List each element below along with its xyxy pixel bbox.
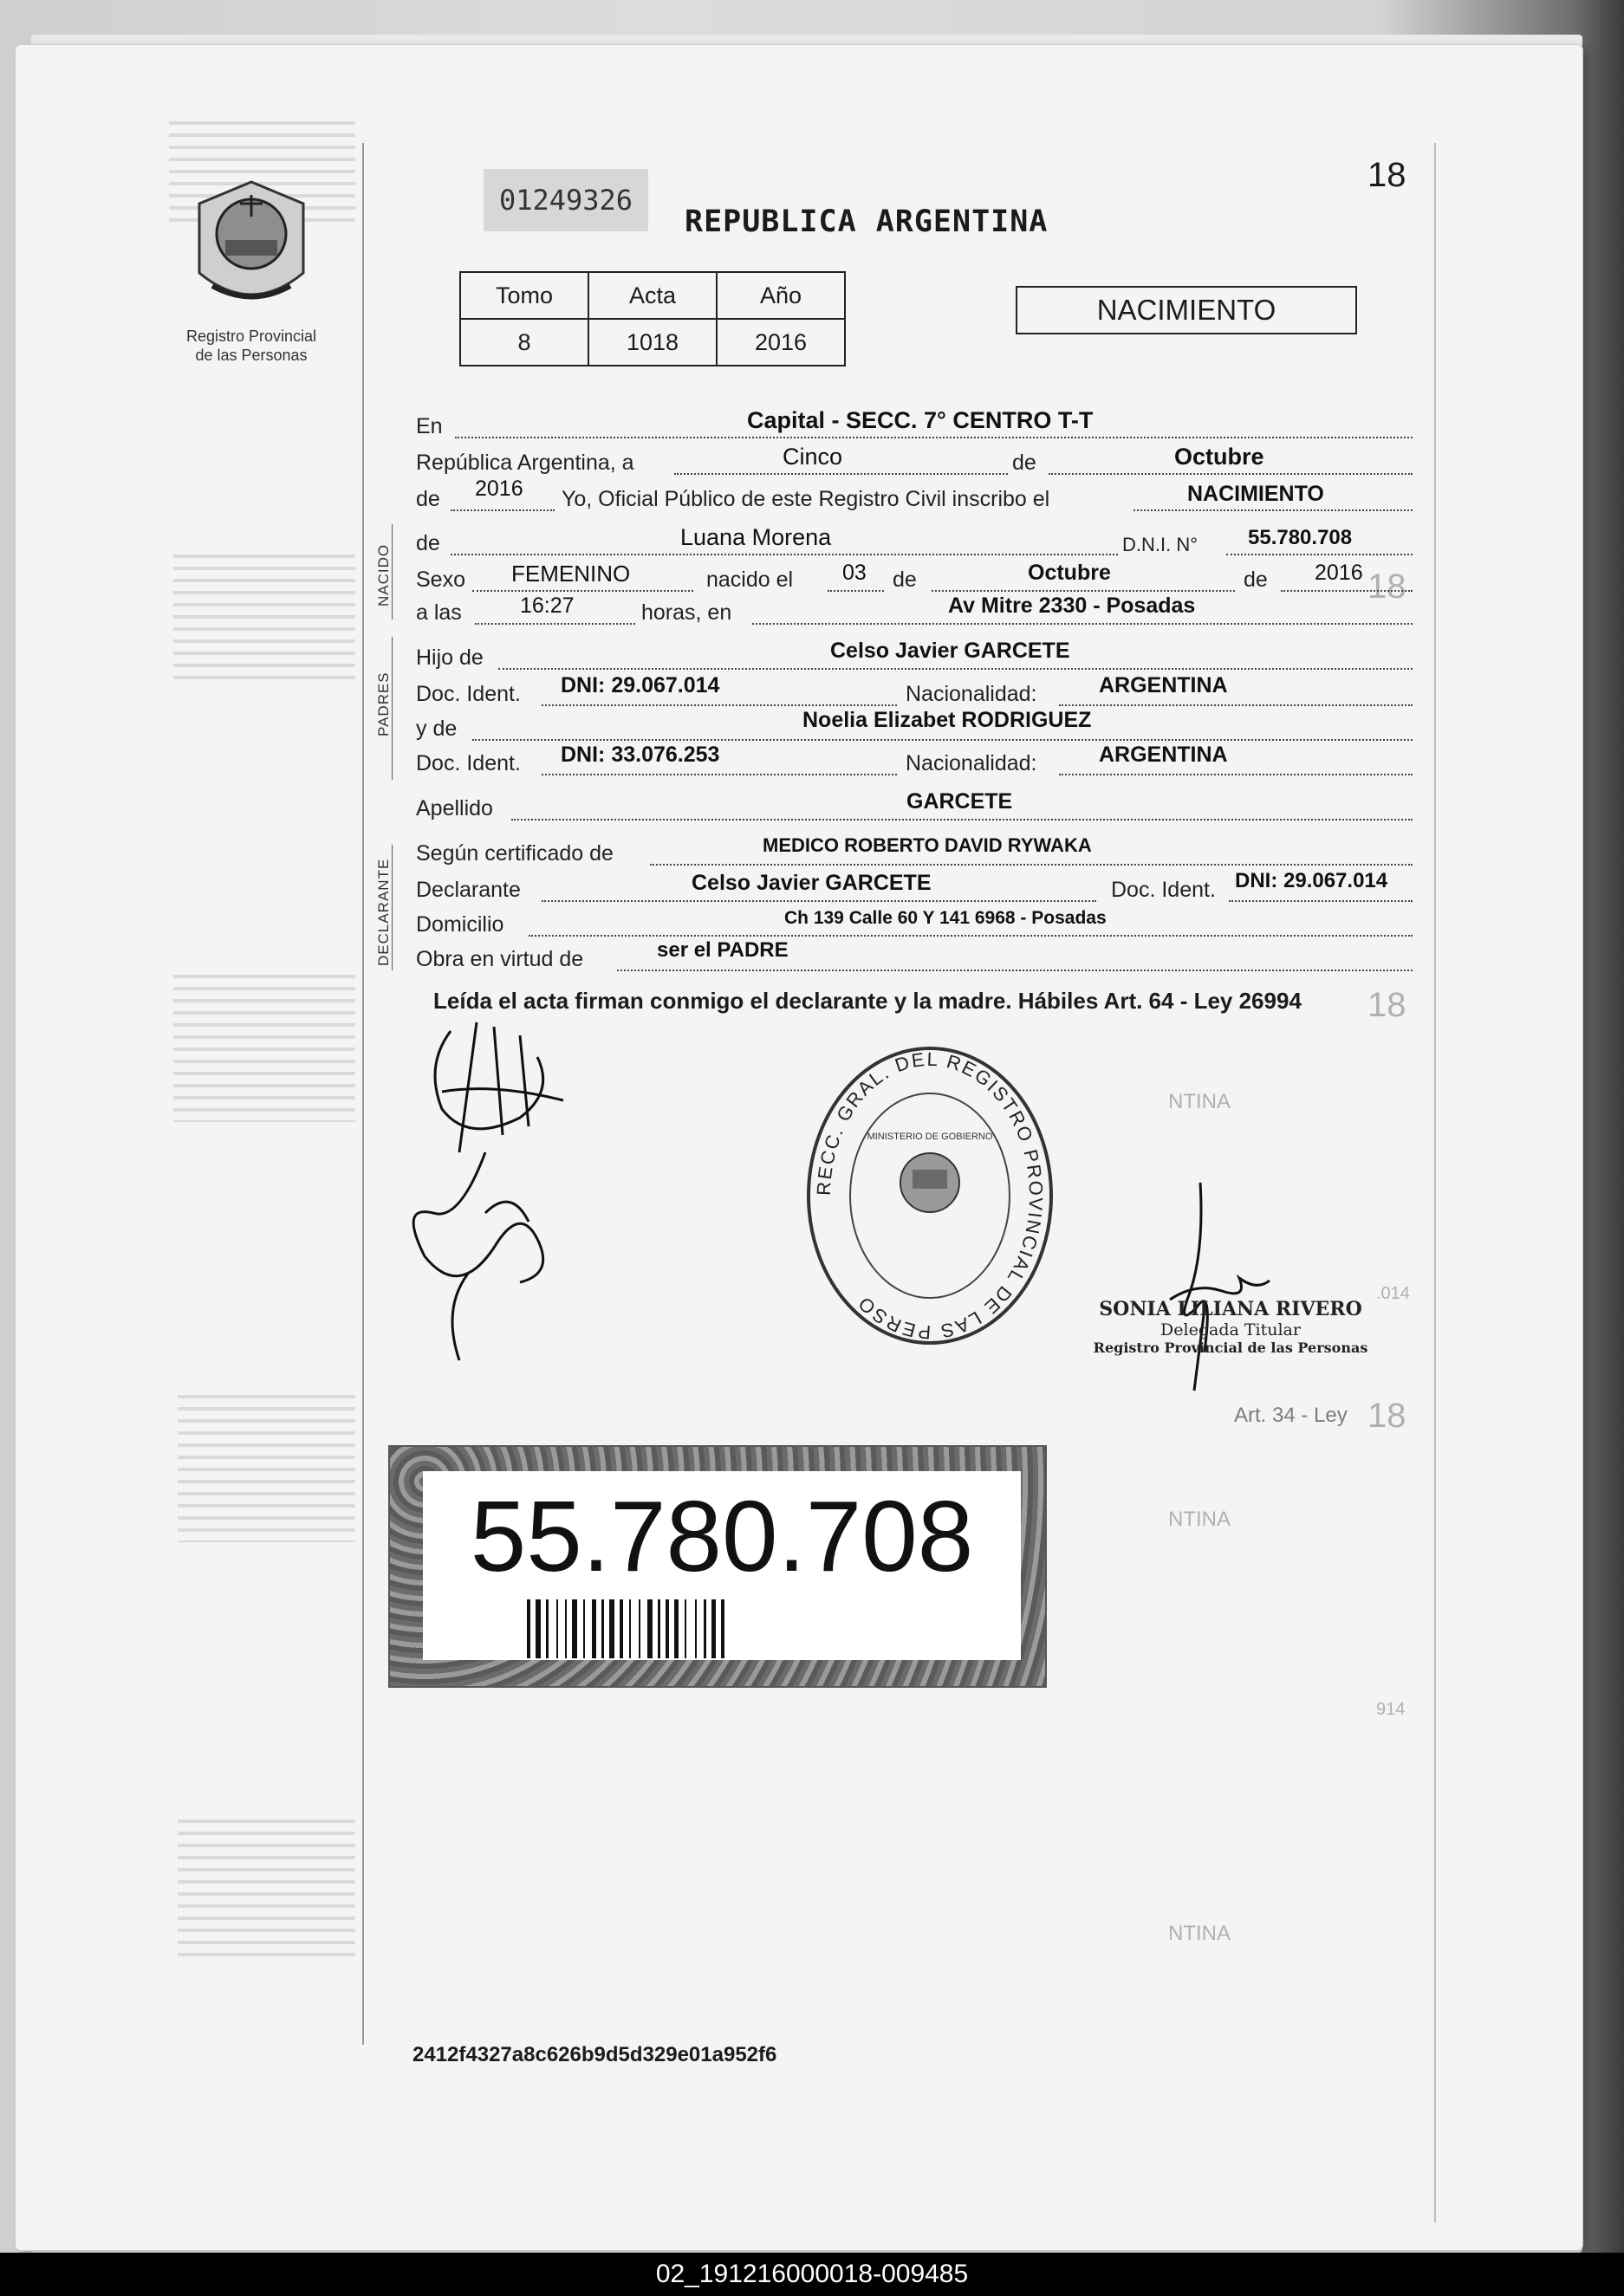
field-label: Doc. Ident.: [416, 751, 521, 775]
field-label: de: [416, 531, 440, 555]
barcode-bar: [601, 1599, 604, 1658]
officer-office: Registro Provincial de las Personas: [1093, 1339, 1368, 1356]
ghost-text: NTINA: [1168, 1508, 1231, 1531]
field-label: Doc. Ident.: [1111, 878, 1216, 902]
field-label: de: [1244, 568, 1268, 592]
ghost-text: .014: [1376, 1284, 1410, 1303]
act-table-cell: 8: [460, 319, 588, 366]
mother-nationality-value: ARGENTINA: [1099, 743, 1228, 767]
act-type-box: NACIMIENTO: [1016, 286, 1357, 334]
field-label: D.N.I. N°: [1122, 534, 1199, 555]
field-label: En: [416, 414, 443, 438]
month-value: Octubre: [1174, 444, 1264, 470]
stamp-text: RECC. GRAL. DEL REGISTRO PROVINCIAL DE LAS PERSO: [812, 1047, 1048, 1344]
barcode-bar: [721, 1599, 724, 1658]
act-table-header: Tomo: [460, 272, 588, 319]
margin-line: [362, 143, 364, 2045]
field-label: a las: [416, 600, 462, 625]
officer-role: Delegada Titular: [1160, 1320, 1301, 1339]
dotted-line: [498, 668, 1413, 670]
barcode-bar: [658, 1599, 660, 1658]
dotted-line: [1281, 590, 1413, 592]
dotted-line: [475, 623, 635, 625]
barcode-bar: [695, 1599, 697, 1658]
bleed-through-left-2: [173, 555, 355, 684]
barcode-bar: [583, 1599, 585, 1658]
barcode-bar: [556, 1599, 558, 1658]
barcode-bar: [592, 1599, 596, 1658]
barcode-bar: [620, 1599, 623, 1658]
dotted-line: [1059, 704, 1413, 706]
sex-value: FEMENINO: [511, 561, 631, 587]
ghost-text: 18: [1367, 1397, 1406, 1435]
document-hash: 2412f4327a8c626b9d5d329e01a952f6: [412, 2043, 777, 2066]
serial-number: 01249326: [484, 169, 648, 231]
mother-doc-value: DNI: 33.076.253: [561, 743, 720, 767]
certificate-value: MEDICO ROBERTO DAVID RYWAKA: [763, 834, 1092, 856]
dotted-line: [1134, 509, 1413, 511]
barcode-bar: [536, 1599, 541, 1658]
field-label: Hijo de: [416, 645, 484, 670]
birth-month-value: Octubre: [1028, 561, 1111, 585]
mother-name-value: Noelia Elizabet RODRIGUEZ: [802, 708, 1092, 732]
barcode-bar: [685, 1599, 686, 1658]
barcode-label-inner: [423, 1471, 1021, 1660]
field-label: Apellido: [416, 796, 493, 820]
barcode-bar: [565, 1599, 567, 1658]
year-value: 2016: [475, 477, 523, 501]
barcode-bar: [609, 1599, 614, 1658]
image-id-footer: 02_191216000018-009485: [0, 2253, 1624, 2296]
dotted-line: [542, 900, 1096, 902]
dotted-line: [1229, 900, 1413, 902]
closing-text: Leída el acta firman conmigo el declarante y la madre. Hábiles Art. 64 - Ley 26994: [433, 988, 1302, 1014]
barcode-number: 55.780.708: [470, 1480, 974, 1592]
barcode-bar: [629, 1599, 631, 1658]
dotted-line: [1049, 473, 1413, 475]
field-label: Según certificado de: [416, 841, 614, 866]
dotted-line: [617, 970, 1413, 971]
section-label-nacido: NACIDO: [375, 543, 392, 606]
field-label: Nacionalidad:: [906, 751, 1037, 775]
address-value: Ch 139 Calle 60 Y 141 6968 - Posadas: [784, 908, 1107, 928]
dotted-line: [455, 437, 1413, 438]
officer-block: [1066, 1298, 1395, 1356]
barcode-bar: [546, 1599, 549, 1658]
field-label: Domicilio: [416, 912, 504, 937]
barcode-bar: [639, 1599, 640, 1658]
section-label-declarante: DECLARANTE: [375, 858, 392, 966]
field-label: horas, en: [641, 600, 732, 625]
field-label: y de: [416, 717, 458, 741]
act-table-header: Año: [717, 272, 845, 319]
birth-hour-value: 16:27: [520, 593, 575, 618]
declarant-signature: [390, 1014, 581, 1378]
ghost-text: 18: [1367, 986, 1406, 1024]
ghost-text: NTINA: [1168, 1922, 1231, 1945]
capacity-value: ser el PADRE: [657, 938, 789, 962]
field-label: Nacionalidad:: [906, 682, 1037, 706]
dotted-line: [511, 819, 1413, 820]
birth-day-value: 03: [842, 561, 867, 585]
dotted-line: [529, 935, 1413, 937]
field-label: Declarante: [416, 878, 521, 902]
day-value: Cinco: [783, 444, 843, 470]
act-table-cell: 1018: [588, 319, 717, 366]
official-stamp: [796, 1035, 1064, 1356]
field-label: Obra en virtud de: [416, 947, 584, 971]
act-table-cell: 2016: [717, 319, 845, 366]
ghost-text: 18: [1367, 568, 1406, 606]
barcode-bar: [647, 1599, 653, 1658]
dotted-line: [752, 623, 1413, 625]
birth-year-value: 2016: [1315, 561, 1363, 585]
dotted-line: [542, 704, 897, 706]
father-nationality-value: ARGENTINA: [1099, 673, 1228, 697]
section-label-padres: PADRES: [375, 671, 392, 736]
province-logo: [186, 178, 316, 321]
field-label: Yo, Oficial Público de este Registro Civil inscribo el: [562, 487, 1050, 511]
barcode-bar: [527, 1599, 530, 1658]
barcode-label: [388, 1445, 1047, 1688]
dotted-line: [472, 590, 693, 592]
place-value: Capital - SECC. 7° CENTRO T-T: [747, 407, 1094, 433]
field-label: de: [1012, 451, 1036, 475]
barcode-bar: [666, 1599, 669, 1658]
dotted-line: [650, 864, 1413, 866]
officer-signature: [1118, 1178, 1274, 1395]
barcode-bar: [572, 1599, 577, 1658]
officer-name: SONIA LILIANA RIVERO: [1099, 1298, 1362, 1320]
dotted-line: [674, 473, 1008, 475]
ghost-text: 914: [1376, 1700, 1406, 1719]
barcode-bars: [527, 1599, 917, 1658]
act-table: [459, 271, 846, 366]
dotted-line: [828, 590, 884, 592]
birth-place-value: Av Mitre 2330 - Posadas: [948, 593, 1196, 618]
child-dni-value: 55.780.708: [1248, 526, 1353, 549]
field-label: de: [893, 568, 917, 592]
bleed-through-left-4: [178, 1395, 355, 1542]
bleed-through-left-3: [173, 975, 355, 1122]
page-number: 18: [1367, 156, 1406, 194]
bleed-through-left-5: [178, 1819, 355, 1958]
barcode-bar: [704, 1599, 706, 1658]
field-label: República Argentina, a: [416, 451, 634, 475]
field-label: Doc. Ident.: [416, 682, 521, 706]
dotted-line: [472, 739, 1413, 741]
dotted-line: [932, 590, 1235, 592]
ghost-text: Art. 34 - Ley: [1234, 1404, 1348, 1427]
page-edge-line: [1434, 143, 1436, 2222]
inscribed-type-value: NACIMIENTO: [1187, 482, 1324, 506]
field-label: de: [416, 487, 440, 511]
dotted-line: [1059, 774, 1413, 775]
dotted-line: [451, 554, 1118, 555]
father-doc-value: DNI: 29.067.014: [561, 673, 720, 697]
ghost-text: NTINA: [1168, 1090, 1231, 1113]
declarant-doc-value: DNI: 29.067.014: [1235, 869, 1388, 892]
field-label: nacido el: [706, 568, 794, 592]
act-table-header: Acta: [588, 272, 717, 319]
surname-value: GARCETE: [906, 789, 1013, 814]
dotted-line: [451, 509, 555, 511]
dotted-line: [1226, 554, 1413, 555]
country-title: REPUBLICA ARGENTINA: [685, 204, 1049, 239]
stamp-inner-text: MINISTERIO DE GOBIERNO: [867, 1132, 993, 1142]
dotted-line: [542, 774, 897, 775]
barcode-bar: [711, 1599, 716, 1658]
child-name-value: Luana Morena: [680, 524, 832, 550]
barcode-bar: [674, 1599, 679, 1658]
father-name-value: Celso Javier GARCETE: [830, 639, 1070, 663]
registry-caption: Registro Provincial de las Personas: [185, 328, 317, 364]
field-label: Sexo: [416, 568, 465, 592]
declarant-name-value: Celso Javier GARCETE: [692, 871, 932, 895]
